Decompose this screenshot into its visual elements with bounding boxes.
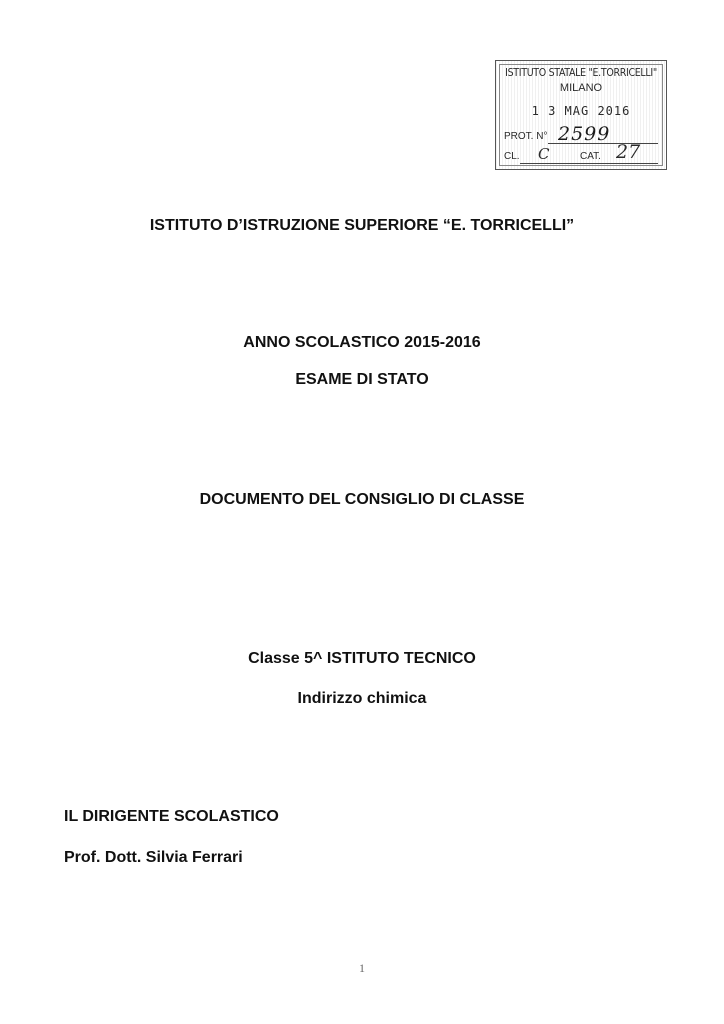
school-year: ANNO SCOLASTICO 2015-2016 <box>243 334 481 351</box>
document-title: DOCUMENTO DEL CONSIGLIO DI CLASSE <box>199 491 525 508</box>
stamp-date: 1 3 MAG 2016 <box>531 104 631 118</box>
stamp-city: MILANO <box>559 82 603 94</box>
stamp-prot-underline <box>548 143 658 144</box>
stamp-cat-value: 27 <box>616 141 641 163</box>
stamp-cl-label: CL. <box>504 151 520 162</box>
stamp-institution: ISTITUTO STATALE "E.TORRICELLI" <box>505 67 657 79</box>
stamp-cl-underline <box>520 163 658 164</box>
page-number: 1 <box>359 961 365 975</box>
school-name: ISTITUTO D’ISTRUZIONE SUPERIORE “E. TORRICELLI” <box>149 217 575 234</box>
stamp-cl-value: C <box>538 145 550 163</box>
stamp-prot-value: 2599 <box>558 123 611 145</box>
signatory-role: IL DIRIGENTE SCOLASTICO <box>64 808 279 825</box>
stamp-prot-label: PROT. N° <box>504 131 548 142</box>
stamp-cat-label: CAT. <box>580 151 601 162</box>
class-name: Classe 5^ ISTITUTO TECNICO <box>248 650 476 667</box>
class-track: Indirizzo chimica <box>297 690 427 707</box>
signatory-name: Prof. Dott. Silvia Ferrari <box>64 849 243 866</box>
protocol-stamp <box>495 60 667 170</box>
exam-title: ESAME DI STATO <box>295 371 429 388</box>
